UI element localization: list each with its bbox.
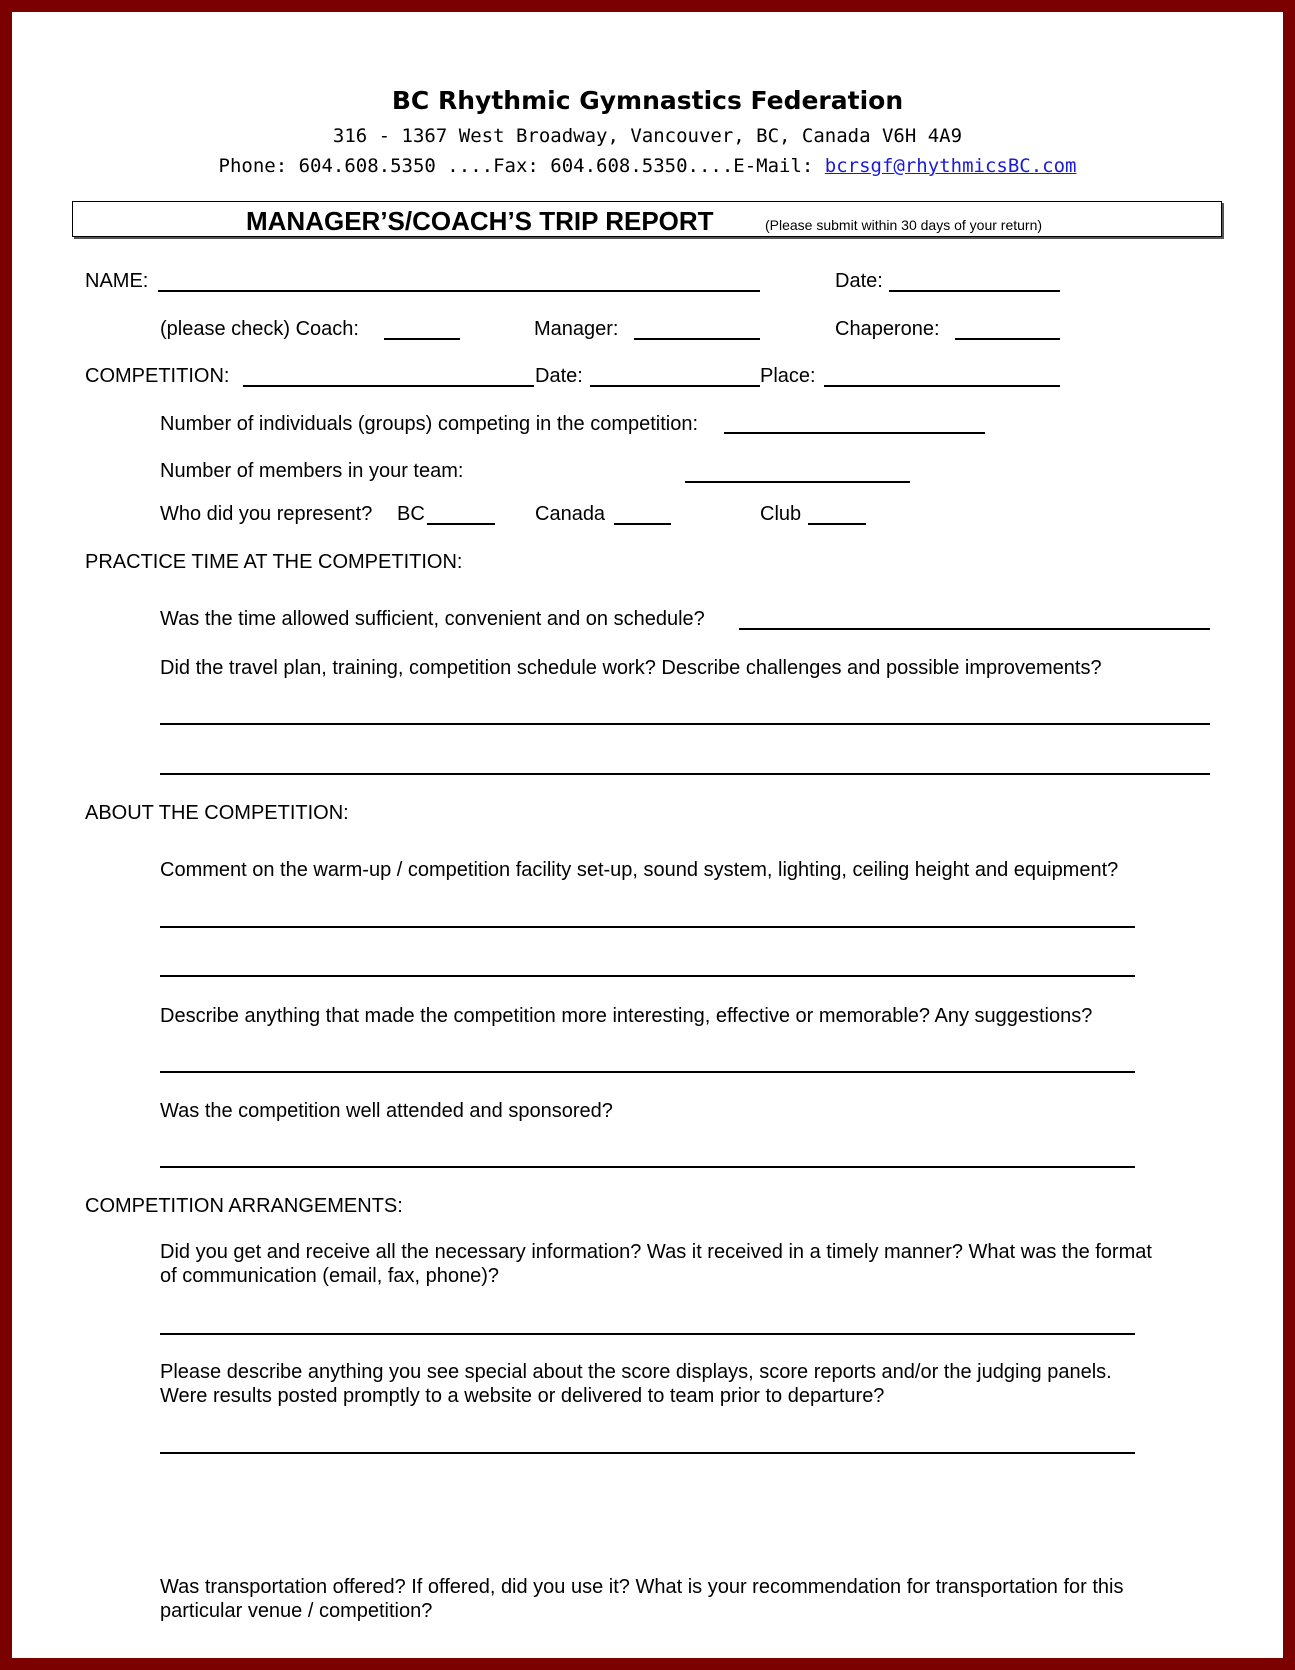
manager-check-field[interactable] [634,338,760,340]
travel-plan-field-2[interactable] [160,773,1210,775]
score-question-line1: Please describe anything you see special about the score displays, score reports and/or the judging panels. [160,1361,1112,1383]
coach-check-field[interactable] [384,338,460,340]
transport-question-line2: particular venue / competition? [160,1600,433,1622]
club-field[interactable] [808,523,866,525]
chaperone-check-field[interactable] [955,338,1060,340]
attended-question: Was the competition well attended and sponsored? [160,1100,613,1122]
manager-label: Manager: [534,318,619,340]
time-allowed-field[interactable] [739,628,1210,630]
org-name: BC Rhythmic Gymnastics Federation [391,86,904,115]
attended-field[interactable] [160,1166,1135,1168]
travel-plan-field-1[interactable] [160,723,1210,725]
club-label: Club [760,503,802,525]
transport-question-line1: Was transportation offered? If offered, did you use it? What is your recommendation for transportation for this [160,1576,1124,1598]
place-label: Place: [760,365,816,387]
represent-label: Who did you represent? [160,503,373,525]
arrangements-section-heading: COMPETITION ARRANGEMENTS: [85,1195,403,1217]
num-individuals-field[interactable] [724,432,985,434]
report-note: (Please submit within 30 days of your return) [765,217,1043,233]
competition-field[interactable] [243,385,534,387]
score-field[interactable] [160,1452,1135,1454]
info-question-line1: Did you get and receive all the necessary information? Was it received in a timely manner? What was the format [160,1241,1152,1263]
facility-field-2[interactable] [160,975,1135,977]
facility-field-1[interactable] [160,926,1135,928]
num-members-field[interactable] [685,481,910,483]
email-link[interactable]: bcrsgf@rhythmicsBC.com [824,155,1077,177]
facility-question: Comment on the warm-up / competition facility set-up, sound system, lighting, ceiling height and equipment? [160,859,1119,881]
chaperone-label: Chaperone: [835,318,940,340]
info-field[interactable] [160,1333,1135,1335]
date-label: Date: [835,270,883,292]
comp-date-label: Date: [535,365,583,387]
name-field[interactable] [158,290,760,292]
coach-label: (please check) Coach: [160,318,359,340]
comp-date-field[interactable] [590,385,760,387]
interesting-field[interactable] [160,1071,1135,1073]
date-field[interactable] [889,290,1060,292]
place-field[interactable] [824,385,1060,387]
num-individuals-label: Number of individuals (groups) competing in the competition: [160,413,699,435]
info-question-line2: of communication (email, fax, phone)? [160,1265,500,1287]
canada-label: Canada [535,503,606,525]
name-label: NAME: [85,270,149,292]
travel-plan-question: Did the travel plan, training, competition schedule work? Describe challenges and possible improvements? [160,657,1102,679]
competition-label: COMPETITION: [85,365,230,387]
time-allowed-question: Was the time allowed sufficient, convenient and on schedule? [160,608,705,630]
num-members-label: Number of members in your team: [160,460,464,482]
score-question-line2: Were results posted promptly to a website or delivered to team prior to departure? [160,1385,885,1407]
bc-label: BC [397,503,425,525]
bc-field[interactable] [427,523,495,525]
interesting-question: Describe anything that made the competition more interesting, effective or memorable? Any suggestions? [160,1005,1093,1027]
org-address: 316 - 1367 West Broadway, Vancouver, BC, Canada V6H 4A9 [332,125,963,147]
org-contact [0,154,1295,178]
about-section-heading: ABOUT THE COMPETITION: [85,802,349,824]
canada-field[interactable] [614,523,671,525]
contact-text: Phone: 604.608.5350 ....Fax: 604.608.5350....E-Mail: [218,155,825,177]
report-title: MANAGER’S/COACH’S TRIP REPORT [246,206,714,236]
practice-section-heading: PRACTICE TIME AT THE COMPETITION: [85,551,463,573]
